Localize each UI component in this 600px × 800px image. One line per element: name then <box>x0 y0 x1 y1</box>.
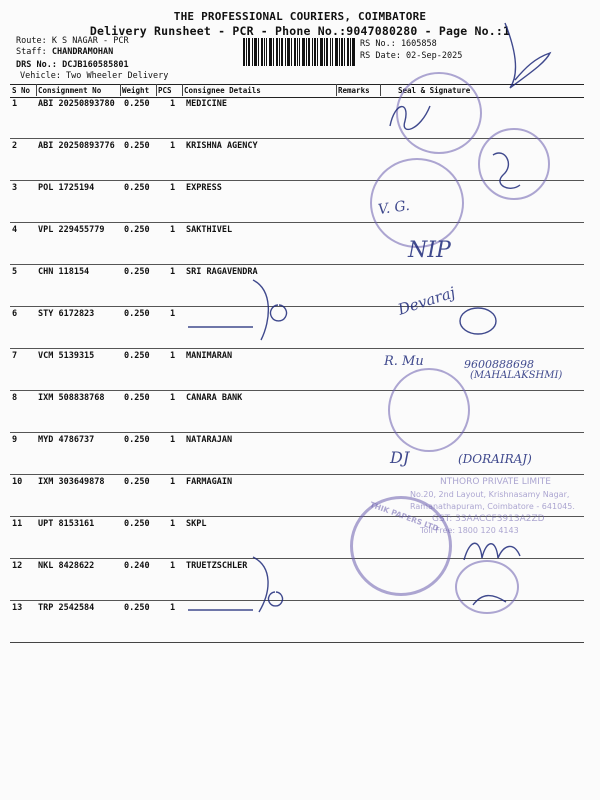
row-weight: 0.250 <box>124 141 150 151</box>
rs-date: RS Date: 02-Sep-2025 <box>360 51 463 61</box>
stamp-text: Ramanathapuram, Coimbatore - 641045. <box>410 502 575 511</box>
staff-value: CHANDRAMOHAN <box>51 47 114 57</box>
row-weight: 0.240 <box>124 561 150 571</box>
row-pcs: 1 <box>170 99 176 109</box>
row-weight: 0.250 <box>124 183 150 193</box>
col-consignment: Consignment No <box>38 86 102 95</box>
row-pcs: 1 <box>170 393 176 403</box>
row-consignee: EXPRESS <box>186 183 222 193</box>
col-divider <box>336 84 337 96</box>
row-consignment: POL 1725194 <box>38 183 95 193</box>
row-pcs: 1 <box>170 519 176 529</box>
row-consignee: SKPL <box>186 519 207 529</box>
row-weight: 0.250 <box>124 99 150 109</box>
col-remarks: Remarks <box>338 86 370 95</box>
row-pcs: 1 <box>170 477 176 487</box>
col-divider <box>156 84 157 96</box>
row-weight: 0.250 <box>124 393 150 403</box>
row-sno: 8 <box>12 393 18 403</box>
row-weight: 0.250 <box>124 225 150 235</box>
row-pcs: 1 <box>170 603 176 613</box>
row-consignment: IXM 508838768 <box>38 393 105 403</box>
row-weight: 0.250 <box>124 603 150 613</box>
handwritten-phone: 9600888698 <box>464 358 534 371</box>
col-divider <box>120 84 121 96</box>
stamp-text: NTHORO PRIVATE LIMITE <box>440 477 551 487</box>
row-weight: 0.250 <box>124 435 150 445</box>
row-consignee: NATARAJAN <box>186 435 233 445</box>
row-sno: 2 <box>12 141 18 151</box>
row-sno: 6 <box>12 309 18 319</box>
row-sno: 10 <box>12 477 23 487</box>
row-consignment: VCM 5139315 <box>38 351 95 361</box>
row-pcs: 1 <box>170 435 176 445</box>
signature-mark <box>183 552 303 624</box>
col-divider <box>182 84 183 96</box>
col-weight: Weight <box>122 86 150 95</box>
row-consignment: STY 6172823 <box>38 309 95 319</box>
table-row <box>10 390 584 433</box>
route-text: Route: K S NAGAR - PCR <box>16 36 129 46</box>
row-consignment: NKL 8428622 <box>38 561 95 571</box>
row-pcs: 1 <box>170 267 176 277</box>
row-pcs: 1 <box>170 225 176 235</box>
signature-mark <box>183 270 313 350</box>
signature-mark <box>495 18 555 98</box>
signature-mark <box>470 590 510 610</box>
handwritten-initials: V. G. <box>377 197 411 219</box>
runsheet-subtitle: Delivery Runsheet - PCR - Phone No.:9047080280 - Page No.:1 <box>89 24 511 38</box>
seal-stamp <box>388 368 470 452</box>
staff-label: Staff: <box>16 47 47 57</box>
staff-line <box>16 47 113 57</box>
stamp-text: GST: 33AACCF3913A2ZD <box>432 514 545 524</box>
drs-line <box>16 60 129 70</box>
handwritten-name: (MAHALAKSHMI) <box>470 370 563 381</box>
row-pcs: 1 <box>170 309 176 319</box>
stamp-text: THIK PAPERS LTD <box>368 499 440 534</box>
col-divider <box>36 84 37 96</box>
handwritten-initials: DJ <box>390 448 410 467</box>
stamp-text: No.20, 2nd Layout, Krishnasamy Nagar, <box>410 490 570 499</box>
row-sno: 9 <box>12 435 18 445</box>
row-weight: 0.250 <box>124 309 150 319</box>
col-consignee: Consignee Details <box>184 86 261 95</box>
row-sno: 13 <box>12 603 23 613</box>
rs-number: RS No.: 1605858 <box>360 39 437 49</box>
row-sno: 5 <box>12 267 18 277</box>
row-consignee: TRUETZSCHLER <box>186 561 248 571</box>
handwritten-name: R. Mu <box>384 354 424 369</box>
row-weight: 0.250 <box>124 519 150 529</box>
row-consignment: MYD 4786737 <box>38 435 95 445</box>
signature-mark <box>460 530 524 570</box>
row-consignee: MEDICINE <box>186 99 227 109</box>
row-consignee: SAKTHIVEL <box>186 225 233 235</box>
drs-value: DCJB160585801 <box>62 60 129 70</box>
row-weight: 0.250 <box>124 477 150 487</box>
signature-mark <box>485 145 525 195</box>
signature-mark <box>385 96 435 138</box>
row-pcs: 1 <box>170 351 176 361</box>
row-consignment: VPL 229455779 <box>38 225 105 235</box>
stamp-text: Toll Free: 1800 120 4143 <box>420 526 519 535</box>
col-sno: S No <box>12 86 31 95</box>
row-pcs: 1 <box>170 561 176 571</box>
row-sno: 7 <box>12 351 18 361</box>
row-consignment: IXM 303649878 <box>38 477 105 487</box>
col-divider <box>380 84 381 96</box>
row-consignee: MANIMARAN <box>186 351 233 361</box>
row-consignee: KRISHNA AGENCY <box>186 141 258 151</box>
col-seal-signature: Seal & Signature <box>398 86 471 95</box>
row-consignment: ABI 20250893776 <box>38 141 115 151</box>
handwritten-name: (DORAIRAJ) <box>458 452 532 466</box>
handwritten-nip: NIP <box>408 238 451 263</box>
row-consignee: CANARA BANK <box>186 393 243 403</box>
row-sno: 11 <box>12 519 23 529</box>
col-pcs: PCS <box>158 86 172 95</box>
row-sno: 3 <box>12 183 18 193</box>
row-consignment: CHN 118154 <box>38 267 90 277</box>
drs-label: DRS No.: <box>16 60 57 70</box>
row-consignment: UPT 8153161 <box>38 519 95 529</box>
row-sno: 4 <box>12 225 18 235</box>
row-weight: 0.250 <box>124 351 150 361</box>
handwritten-signature: Devaraj <box>395 283 458 319</box>
company-title: THE PROFESSIONAL COURIERS, COIMBATORE <box>173 10 427 23</box>
row-sno: 1 <box>12 99 18 109</box>
row-consignment: ABI 20250893780 <box>38 99 115 109</box>
signature-mark <box>455 302 501 340</box>
barcode <box>243 38 355 66</box>
row-weight: 0.250 <box>124 267 150 277</box>
vehicle-text: Vehicle: Two Wheeler Delivery <box>20 71 169 81</box>
table-row <box>10 222 584 265</box>
row-consignee: SRI RAGAVENDRA <box>186 267 258 277</box>
row-sno: 12 <box>12 561 23 571</box>
row-consignment: TRP 2542584 <box>38 603 95 613</box>
row-consignee: FARMAGAIN <box>186 477 233 487</box>
row-pcs: 1 <box>170 141 176 151</box>
row-pcs: 1 <box>170 183 176 193</box>
